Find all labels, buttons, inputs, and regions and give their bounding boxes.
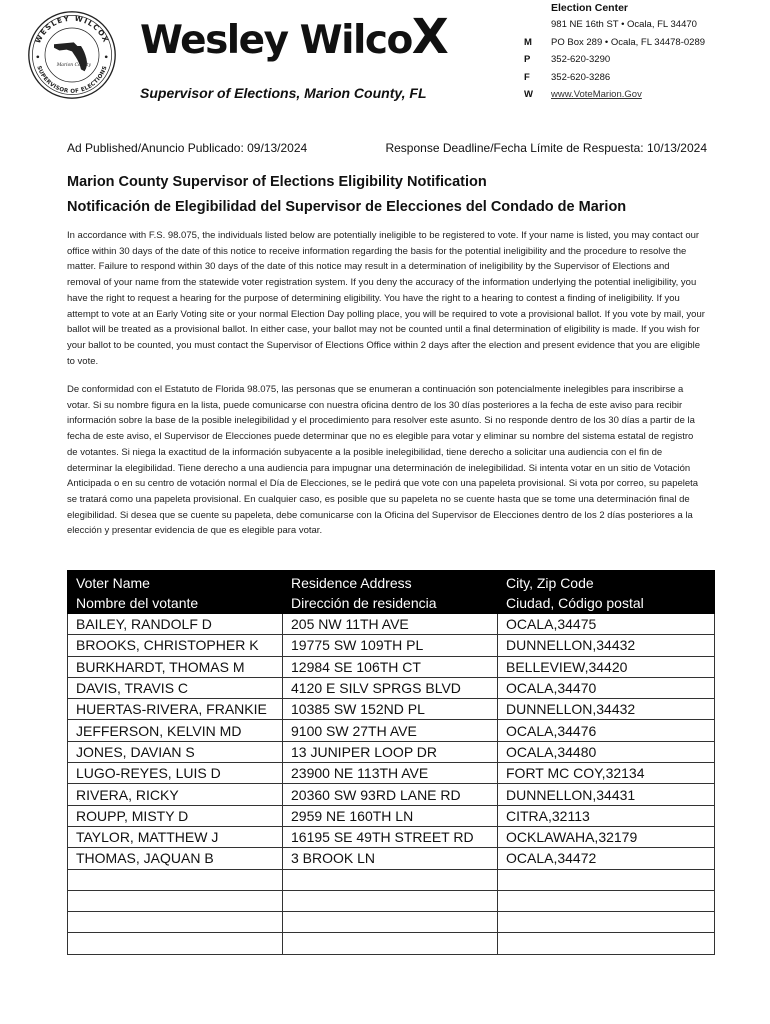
- voter-name-cell: ROUPP, MISTY D: [68, 805, 283, 826]
- table-row: [68, 826, 715, 847]
- city-zip-cell: OCALA,34470: [498, 677, 715, 698]
- table-row: [68, 741, 715, 762]
- table-row: [68, 720, 715, 741]
- city-zip-cell: DUNNELLON,34431: [498, 784, 715, 805]
- county-seal-logo: [27, 10, 117, 100]
- brand-subtitle: Supervisor of Elections, Marion County, FL: [140, 85, 427, 101]
- table-header-row: [68, 571, 715, 614]
- residence-address-cell: 3 BROOK LN: [283, 848, 498, 869]
- column-header-en: Voter Name: [76, 575, 150, 591]
- column-header-es: Ciudad, Código postal: [506, 595, 644, 611]
- city-zip-cell: OCALA,34475: [498, 614, 715, 635]
- city-zip-cell: OCALA,34480: [498, 741, 715, 762]
- brand-block: [140, 9, 470, 101]
- residence-address-cell: 19775 SW 109TH PL: [283, 635, 498, 656]
- column-header-en: City, Zip Code: [506, 575, 594, 591]
- contact-label-phone: P: [524, 54, 531, 66]
- city-zip-cell: OCALA,34472: [498, 848, 715, 869]
- residence-address-cell: 16195 SE 49TH STREET RD: [283, 826, 498, 847]
- column-header-city-zip: [498, 571, 715, 614]
- voter-name-cell: [68, 933, 283, 954]
- voter-name-cell: [68, 869, 283, 890]
- voter-name-cell: JEFFERSON, KELVIN MD: [68, 720, 283, 741]
- voter-name-cell: [68, 890, 283, 911]
- residence-address-cell: [283, 933, 498, 954]
- residence-address-cell: [283, 869, 498, 890]
- table-row: [68, 635, 715, 656]
- contact-row-web: [524, 86, 764, 104]
- residence-address-cell: 9100 SW 27TH AVE: [283, 720, 498, 741]
- table-row: [68, 848, 715, 869]
- notice-paragraph-english: In accordance with F.S. 98.075, the individuals listed below are potentially ineligible to be registered to vote. If your name is listed, you may contact our office within 30 days of the date of this notice to receive information regarding the basis for the potential ineligibility and the procedure to resolve the matter. Failure to respond within 30 days of the date of this notice may result in a determination of ineligibility by the Supervisor of Elections and removal of your name from the statewide voter registration system. If you deny the accuracy of the information underlying the potential ineligibility, you have the right to request a hearing for the purpose of determining eligibility. You have the right to a hearing to contest a finding of ineligibility. If you attempt to vote at an Early Voting site or your normal Election Day polling place, you will be required to vote a provisional ballot. If you vote by mail, your ballot will be treated as a provisional ballot. In either case, your ballot may not be counted until a final determination of eligibility is made. If you wish for your ballot to be counted, you must contact the Supervisor of Elections Office within 2 days after the election and present evidence that you are eligible to vote.: [67, 230, 705, 367]
- table-row: [68, 890, 715, 911]
- contact-mail-value: PO Box 289 • Ocala, FL 34478-0289: [551, 36, 706, 48]
- contact-row-fax: [524, 69, 764, 87]
- contact-address: 981 NE 16th ST • Ocala, FL 34470: [551, 19, 697, 31]
- residence-address-cell: 20360 SW 93RD LANE RD: [283, 784, 498, 805]
- table-row: [68, 763, 715, 784]
- voter-name-cell: DAVIS, TRAVIS C: [68, 677, 283, 698]
- voter-table: [67, 570, 715, 955]
- table-row: [68, 912, 715, 933]
- residence-address-cell: [283, 912, 498, 933]
- contact-label-fax: F: [524, 71, 530, 83]
- table-row: [68, 677, 715, 698]
- contact-block: [524, 2, 764, 104]
- voter-name-cell: RIVERA, RICKY: [68, 784, 283, 805]
- city-zip-cell: DUNNELLON,34432: [498, 635, 715, 656]
- voter-table-body: [68, 614, 715, 955]
- residence-address-cell: 2959 NE 160TH LN: [283, 805, 498, 826]
- seal-bottom-text: SUPERVISOR OF ELECTIONS: [35, 65, 109, 95]
- city-zip-cell: OCALA,34476: [498, 720, 715, 741]
- contact-label-web: W: [524, 89, 533, 101]
- voter-name-cell: BURKHARDT, THOMAS M: [68, 656, 283, 677]
- title-english: Marion County Supervisor of Elections Eligibility Notification: [67, 174, 487, 190]
- city-zip-cell: FORT MC COY,32134: [498, 763, 715, 784]
- table-row: [68, 805, 715, 826]
- column-header-voter-name: [68, 571, 283, 614]
- contact-heading: Election Center: [551, 2, 629, 14]
- contact-address-row: [524, 16, 764, 34]
- title-spanish: Notificación de Elegibilidad del Supervisor de Elecciones del Condado de Marion: [67, 198, 627, 215]
- voter-name-cell: BROOKS, CHRISTOPHER K: [68, 635, 283, 656]
- contact-row-mail: [524, 34, 764, 52]
- svg-text:WESLEY WILCOX: [33, 14, 111, 45]
- ad-published-date: Ad Published/Anuncio Publicado: 09/13/2024: [67, 141, 308, 155]
- table-row: [68, 784, 715, 805]
- city-zip-cell: [498, 912, 715, 933]
- table-row: [68, 699, 715, 720]
- notice-paragraph-spanish: De conformidad con el Estatuto de Florida 98.075, las personas que se enumeran a continuación son potencialmente inelegibles para inscribirse a votar. Si su nombre figura en la lista, puede comunicarse con nuestra oficina dentro de los 30 días posteriores a la fecha de este aviso para recibir información sobre la base de la posible inelegibilidad y el procedimiento para resolver este asunto. Si no responde dentro de los 30 días a partir de la fecha de este aviso, el Supervisor de Elecciones puede determinar que no es elegible para votar y eliminar su nombre del sistema estatal de registro de votantes. Si niega la exactitud de la información subyacente a la posible inelegibilidad, tiene derecho a solicitar una audiencia con el fin de determinar la elegibilidad. Tiene derecho a una audiencia para impugnar una determinación de inelegibilidad. Si intenta votar en un sitio de Votación Anticipada o en su centro de votación normal el Día de Elecciones, se le pedirá que vote con una papeleta provisional. Si vota por correo, su papeleta se tratará como una papeleta provisional. En cualquier caso, es posible que su papeleta no se cuente hasta que se tome una determinación final de elegibilidad. Si desea que se cuente su papeleta, debe comunicarse con la Oficina del Supervisor de Elecciones dentro de los 2 días posteriores a la elección y presentar evidencia de que es elegible para votar.: [67, 384, 699, 537]
- residence-address-cell: 12984 SE 106TH CT: [283, 656, 498, 677]
- city-zip-cell: OCKLAWAHA,32179: [498, 826, 715, 847]
- response-deadline-date: Response Deadline/Fecha Límite de Respuesta: 10/13/2024: [385, 141, 707, 155]
- website-link[interactable]: www.VoteMarion.Gov: [551, 89, 642, 101]
- residence-address-cell: 13 JUNIPER LOOP DR: [283, 741, 498, 762]
- table-row: [68, 614, 715, 635]
- column-header-es: Nombre del votante: [76, 595, 199, 611]
- brand-name-x: X: [411, 9, 449, 65]
- voter-name-cell: HUERTAS-RIVERA, FRANKIE: [68, 699, 283, 720]
- residence-address-cell: [283, 890, 498, 911]
- contact-phone-value: 352-620-3290: [551, 54, 611, 66]
- contact-fax-value: 352-620-3286: [551, 71, 611, 83]
- contact-row-phone: [524, 51, 764, 69]
- column-header-residence-address: [283, 571, 498, 614]
- voter-name-cell: [68, 912, 283, 933]
- column-header-es: Dirección de residencia: [291, 595, 437, 611]
- seal-center-text: Marion County: [56, 62, 91, 68]
- voter-name-cell: LUGO-REYES, LUIS D: [68, 763, 283, 784]
- residence-address-cell: 4120 E SILV SPRGS BLVD: [283, 677, 498, 698]
- table-row: [68, 656, 715, 677]
- voter-name-cell: JONES, DAVIAN S: [68, 741, 283, 762]
- voter-name-cell: THOMAS, JAQUAN B: [68, 848, 283, 869]
- notice-titles: [67, 170, 717, 219]
- dates-line: [67, 141, 707, 155]
- residence-address-cell: 23900 NE 113TH AVE: [283, 763, 498, 784]
- voter-name-cell: TAYLOR, MATTHEW J: [68, 826, 283, 847]
- city-zip-cell: BELLEVIEW,34420: [498, 656, 715, 677]
- residence-address-cell: 205 NW 11TH AVE: [283, 614, 498, 635]
- brand-name-main: Wesley Wilco: [140, 18, 412, 63]
- table-row: [68, 869, 715, 890]
- city-zip-cell: [498, 933, 715, 954]
- city-zip-cell: [498, 869, 715, 890]
- residence-address-cell: 10385 SW 152ND PL: [283, 699, 498, 720]
- city-zip-cell: DUNNELLON,34432: [498, 699, 715, 720]
- contact-label-mail: M: [524, 36, 532, 48]
- brand-name: [140, 9, 470, 65]
- column-header-en: Residence Address: [291, 575, 412, 591]
- seal-top-text: WESLEY WILCOX: [33, 13, 111, 45]
- voter-name-cell: BAILEY, RANDOLF D: [68, 614, 283, 635]
- city-zip-cell: [498, 890, 715, 911]
- city-zip-cell: CITRA,32113: [498, 805, 715, 826]
- table-row: [68, 933, 715, 954]
